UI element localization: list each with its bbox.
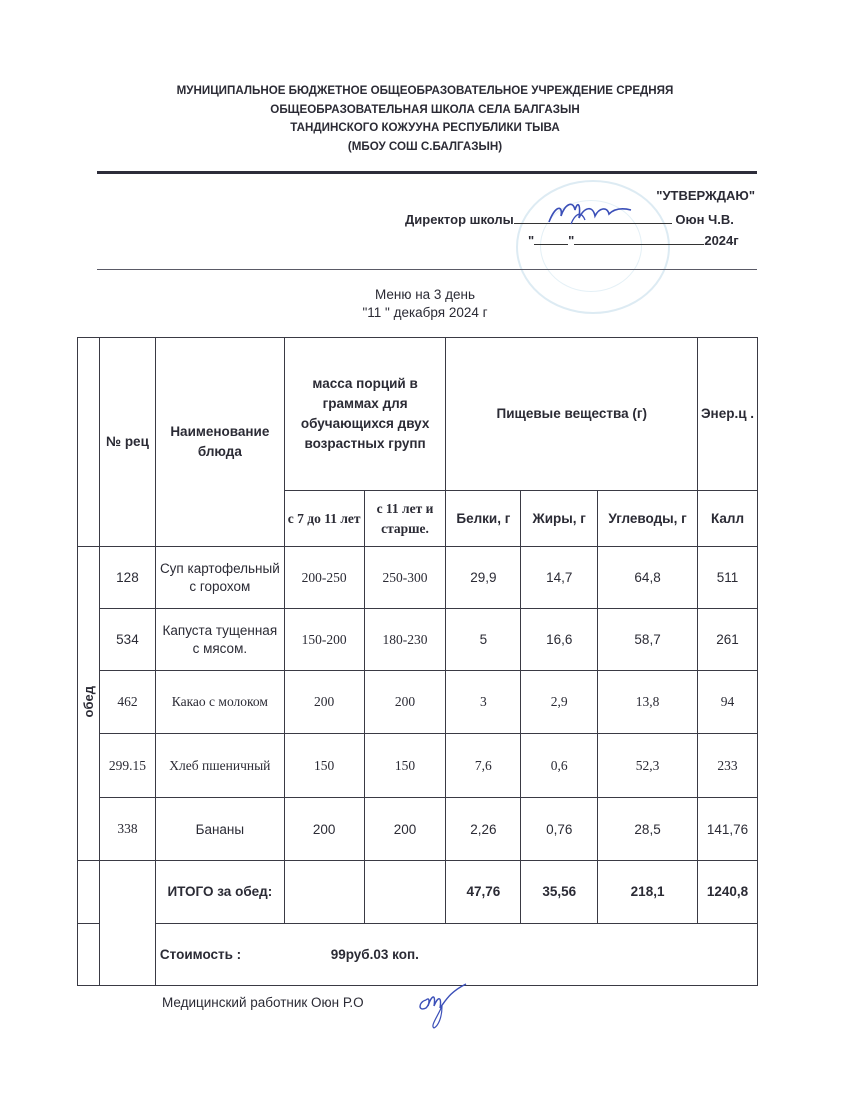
menu-date: "11 " декабря 2024 г [362,305,488,320]
total-mass-blank [364,861,446,924]
total-proteins: 47,76 [446,861,521,924]
menu-table [77,337,758,986]
header-energy: Энер.ц . [698,338,758,491]
header-blank-cell [78,338,100,547]
header-age-11-plus: с 11 лет и старше. [364,491,446,547]
carbs: 13,8 [598,671,698,734]
header-carbs: Углеводы, г [598,491,698,547]
medical-worker: Медицинский работник Оюн Р.О [162,995,364,1010]
total-mass-blank [284,861,364,924]
dish-name: Хлеб пшеничный [155,734,284,798]
mass-11-plus: 250-300 [364,547,446,609]
recipe-no: 534 [99,609,155,671]
proteins: 29,9 [446,547,521,609]
approval-divider [97,269,757,270]
header-divider [97,171,757,174]
total-kcal: 1240,8 [698,861,758,924]
carbs: 28,5 [598,798,698,861]
mass-11-plus: 150 [364,734,446,798]
medic-signature-icon [412,982,472,1032]
dish-name: Суп картофельный с горохом [155,547,284,609]
dish-name: Какао с молоком [155,671,284,734]
menu-title-block [0,286,850,322]
proteins: 2,26 [446,798,521,861]
mass-7-11: 150-200 [284,609,364,671]
fats: 0,76 [521,798,598,861]
cost-row [78,924,758,986]
header-kcal: Калл [698,491,758,547]
header-fats: Жиры, г [521,491,598,547]
total-fats: 35,56 [521,861,598,924]
meal-label: обед [80,686,96,718]
recipe-no: 462 [99,671,155,734]
mass-11-plus: 200 [364,671,446,734]
fats: 16,6 [521,609,598,671]
header-proteins: Белки, г [446,491,521,547]
header-row [78,338,758,491]
org-line: ОБЩЕОБРАЗОВАТЕЛЬНАЯ ШКОЛА СЕЛА БАЛГАЗЫН [270,102,580,116]
total-label: ИТОГО за обед: [155,861,284,924]
table-row [78,547,758,609]
proteins: 7,6 [446,734,521,798]
director-name: Оюн Ч.В. [675,212,734,227]
meal-label-cell [78,547,100,861]
mass-7-11: 200 [284,798,364,861]
carbs: 64,8 [598,547,698,609]
mass-11-plus: 180-230 [364,609,446,671]
approval-date: " " 2024г [528,233,739,248]
total-row [78,861,758,924]
carbs: 58,7 [598,609,698,671]
mass-11-plus: 200 [364,798,446,861]
table-row [78,609,758,671]
fats: 14,7 [521,547,598,609]
fats: 2,9 [521,671,598,734]
dish-name: Бананы [155,798,284,861]
approval-year: 2024г [704,233,739,248]
director-signature-icon [545,196,635,232]
table-row [78,798,758,861]
header-portion-mass: масса порций в граммах для обучающихся двух возрастных групп [284,338,446,491]
approve-label: "УТВЕРЖДАЮ" [656,188,755,203]
recipe-no: 338 [99,798,155,861]
mass-7-11: 200 [284,671,364,734]
header-age-7-11: с 7 до 11 лет [284,491,364,547]
header-nutrients: Пищевые вещества (г) [446,338,698,491]
org-line: МУНИЦИПАЛЬНОЕ БЮДЖЕТНОЕ ОБЩЕОБРАЗОВАТЕЛЬНОЕ УЧРЕЖДЕНИЕ СРЕДНЯЯ [176,84,674,97]
carbs: 52,3 [598,734,698,798]
kcal: 261 [698,609,758,671]
menu-title: Меню на 3 день [374,287,476,302]
director-label: Директор школы [405,212,514,227]
table-row [78,734,758,798]
total-recipe-blank [99,861,155,986]
cost-label: Стоимость : [159,946,242,962]
cost-value: 99руб.03 коп. [330,946,419,962]
organization-header [0,82,850,156]
header-dish-name: Наименование блюда [155,338,284,547]
mass-7-11: 150 [284,734,364,798]
kcal: 141,76 [698,798,758,861]
kcal: 94 [698,671,758,734]
mass-7-11: 200-250 [284,547,364,609]
org-line: (МБОУ СОШ С.БАЛГАЗЫН) [347,139,503,153]
kcal: 511 [698,547,758,609]
cost-blank-cell [78,924,100,986]
proteins: 3 [446,671,521,734]
kcal: 233 [698,734,758,798]
org-line: ТАНДИНСКОГО КОЖУУНА РЕСПУБЛИКИ ТЫВА [290,121,560,134]
recipe-no: 299.15 [99,734,155,798]
recipe-no: 128 [99,547,155,609]
total-blank-cell [78,861,100,924]
total-carbs: 218,1 [598,861,698,924]
proteins: 5 [446,609,521,671]
fats: 0,6 [521,734,598,798]
cost-cell [155,924,757,986]
dish-name: Капуста тущенная с мясом. [155,609,284,671]
table-row [78,671,758,734]
header-recipe-no: № рец [99,338,155,547]
